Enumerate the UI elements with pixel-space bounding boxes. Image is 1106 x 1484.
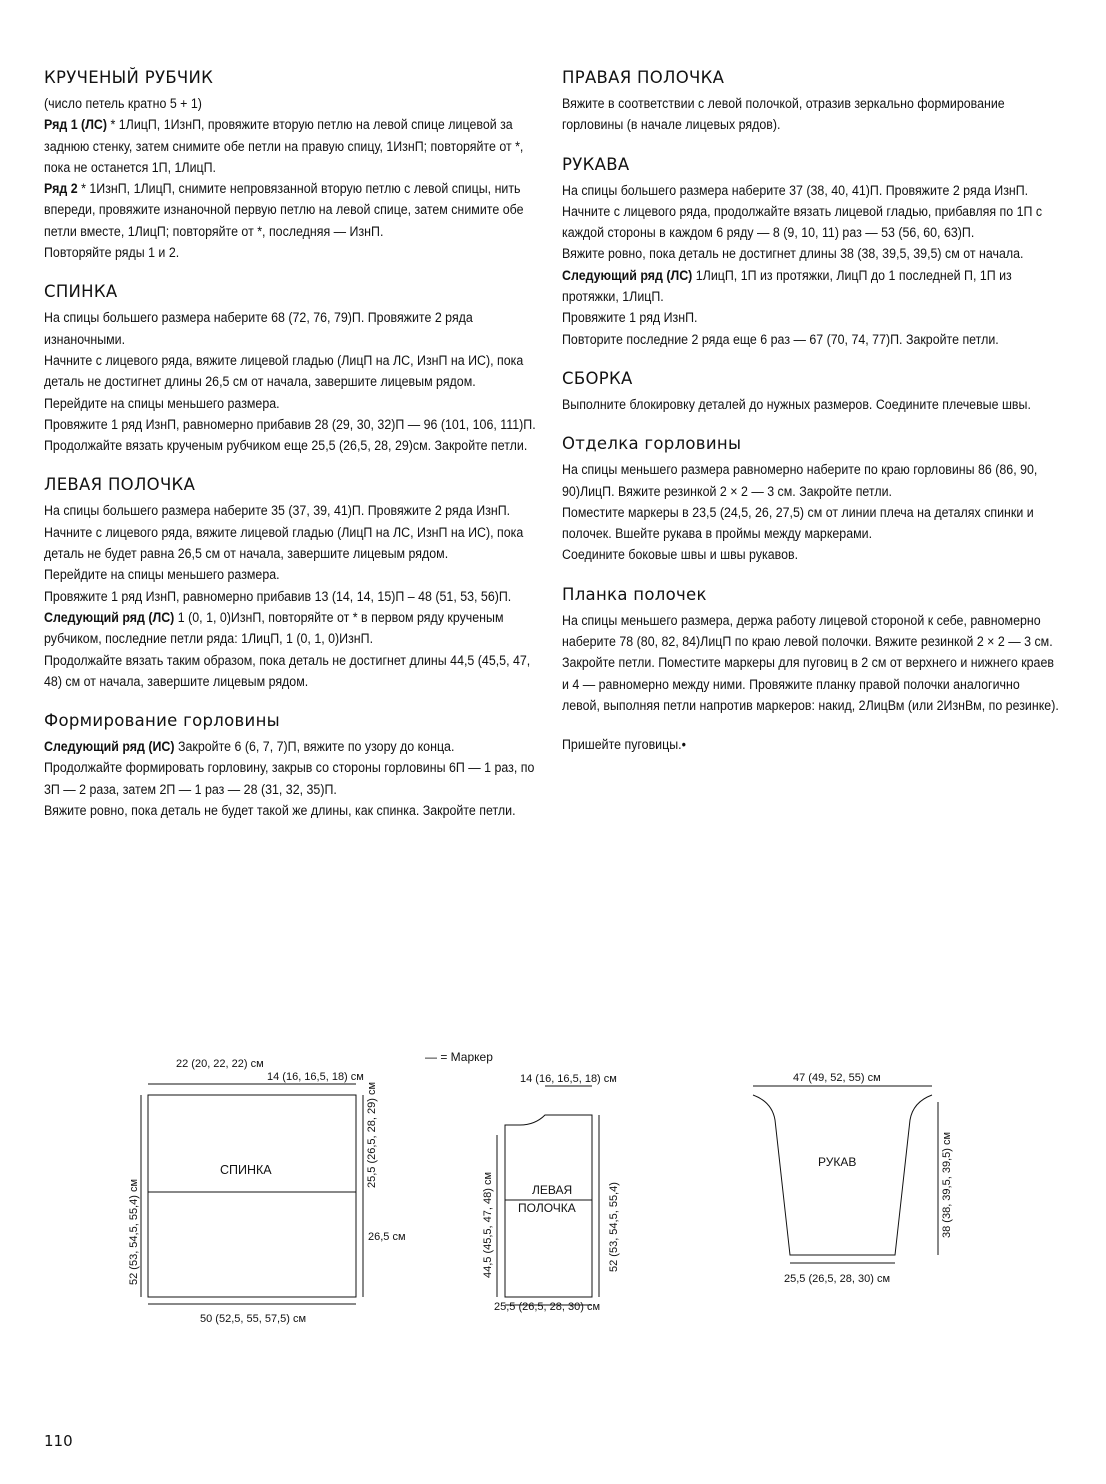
paragraph-text: * 1ЛицП, 1ИзнП, провяжите вторую петлю на левой спице лицевой за заднюю стенку, затем снимите обе петли на правую спицу, 1ИзнП; повторяйте от *, пока не останется 1П, 1ЛицП.	[44, 117, 524, 175]
section-rib	[44, 68, 540, 263]
paragraph: Продолжайте вязать крученым рубчиком еще 25,5 (26,5, 28, 29)см. Закройте петли.	[44, 438, 528, 454]
paragraph: Провяжите 1 ряд ИзнП.	[562, 310, 698, 326]
dim-label: 25,5 (26,5, 28, 29) см	[366, 1081, 378, 1188]
dim-label: 25,5 (26,5, 28, 30) см	[784, 1273, 891, 1285]
section-button-band	[562, 585, 1062, 756]
paragraph: Поместите маркеры в 23,5 (24,5, 26, 27,5) см от линии плеча на деталях спинки и полочек. Вшейте рукава в проймы между маркерами.	[562, 504, 1034, 542]
legend: — = Маркер	[425, 1050, 493, 1064]
section-neck-finish	[562, 434, 1062, 565]
sleeve-label: РУКАВ	[818, 1155, 857, 1169]
dim-label: 14 (16, 16,5, 18) см	[520, 1073, 617, 1085]
paragraph: На спицы меньшего размера равномерно наберите по краю горловины 86 (86, 90, 90)ЛицП. Вяжите резинкой 2 × 2 — 3 см. Закройте петли.	[562, 462, 1038, 499]
right-column	[562, 68, 1062, 775]
section-title: СПИНКА	[44, 282, 118, 302]
paragraph: Продолжайте вязать таким образом, пока деталь не достигнет длины 44,5 (45,5, 47, 48) см от начала, завершите лицевым рядом.	[44, 652, 531, 689]
paragraph: Вяжите в соответствии с левой полочкой, отразив зеркально формирование горловины (в начале лицевых рядов).	[562, 96, 1005, 133]
paragraph: На спицы меньшего размера, держа работу лицевой стороной к себе, равномерно наберите 78 (80, 82, 84)ЛицП по краю левой полочки. Вяжите резинкой 2 × 2 — 3 см. Закройте петли. Поместите маркеры для пуговиц в 2 см от верхнего и нижнего краев и 4 — равномерно между ними. Провяжите планку правой полочки аналогично левой, выполняя петли напротив маркеров: накид, 2ЛицВм (или 2ИзнВм, по резинке).	[562, 612, 1059, 713]
dim-label: 52 (53, 54,5, 55,4)	[608, 1182, 620, 1272]
paragraph: Продолжайте формировать горловину, закрыв со стороны горловины 6П — 1 раз, по 3П — 2 раза, затем 2П — 1 раз — 28 (31, 32, 35)П.	[44, 760, 535, 797]
paragraph: Провяжите 1 ряд ИзнП, равномерно прибавив 13 (14, 14, 15)П – 48 (51, 53, 56)П.	[44, 588, 512, 604]
section-assembly	[562, 369, 1062, 415]
dim-label: 44,5 (45,5, 47, 48) см	[482, 1171, 494, 1278]
bold-lead: Ряд 1 (ЛС)	[44, 117, 108, 133]
section-back	[44, 282, 540, 456]
section-neck-shaping	[44, 711, 540, 821]
section-left-front	[44, 475, 540, 692]
dim-label: 38 (38, 39,5, 39,5) см	[941, 1131, 953, 1238]
back-shape	[148, 1095, 356, 1297]
back-label: СПИНКА	[220, 1163, 272, 1177]
paragraph-text: * 1ИзнП, 1ЛицП, снимите непровязанной вторую петлю с левой спицы, нить впереди, провяжите изнаночной первую петлю на левой спице, затем снимите обе петли вместе, 1ЛицП; повторяйте от *, последняя — ИзнП.	[44, 181, 524, 239]
paragraph-text: 1 (0, 1, 0)ИзнП, повторяйте от * в первом ряду крученым рубчиком, последние петли ряда: 1ЛицП, 1 (0, 1, 0)ИзнП.	[44, 609, 504, 647]
sleeve-shape	[753, 1095, 932, 1255]
paragraph: Повторите последние 2 ряда еще 6 раз — 67 (70, 74, 77)П. Закройте петли.	[562, 331, 999, 347]
section-title: СБОРКА	[562, 368, 633, 388]
bold-lead: Следующий ряд (ЛС)	[562, 267, 693, 283]
dim-label: 22 (20, 22, 22) см	[176, 1058, 264, 1070]
section-sleeves	[562, 155, 1062, 350]
dim-label: 26,5 см	[368, 1231, 406, 1243]
bold-lead: Следующий ряд (ЛС)	[44, 609, 175, 625]
left-column	[44, 68, 540, 840]
dim-label: 14 (16, 16,5, 18) см	[267, 1071, 364, 1083]
section-title: РУКАВА	[562, 154, 630, 174]
paragraph	[44, 114, 537, 178]
bold-lead: Следующий ряд (ИС)	[44, 739, 175, 755]
paragraph	[562, 265, 1059, 308]
subsection-title: Формирование горловины	[44, 711, 280, 731]
paragraph: Перейдите на спицы меньшего размера.	[44, 395, 280, 411]
paragraph: Соедините боковые швы и швы рукавов.	[562, 547, 799, 563]
front-label: ЛЕВАЯ	[532, 1183, 573, 1197]
section-title: ЛЕВАЯ ПОЛОЧКА	[44, 475, 196, 495]
schematics	[0, 1040, 1106, 1330]
paragraph: На спицы большего размера наберите 68 (72, 76, 79)П. Провяжите 2 ряда изнаночными.	[44, 310, 473, 347]
bold-lead: На спицы большего размера наберите 37 (38, 40, 41)П. Провяжите 2 ряда ИзнП.	[562, 182, 1029, 198]
paragraph: Начните с лицевого ряда, вяжите лицевой гладью (ЛицП на ЛС, ИзнП на ИС), пока деталь не будет равна 26,5 см от начала, завершите лицевым рядом.	[44, 524, 524, 562]
dim-label: 50 (52,5, 55, 57,5) см	[200, 1313, 307, 1325]
paragraph	[562, 180, 1059, 201]
dim-label: 25,5 (26,5, 28, 30) см	[494, 1301, 601, 1313]
dim-label: 47 (49, 52, 55) см	[793, 1072, 881, 1084]
subsection-title: Планка полочек	[562, 584, 707, 604]
section-title: ПРАВАЯ ПОЛОЧКА	[562, 68, 725, 87]
paragraph	[44, 736, 537, 757]
paragraph-text: 1ЛицП, 1П из протяжки, ЛицП до 1 последней П, 1П из протяжки, 1ЛицП.	[562, 267, 1012, 305]
paragraph: Начните с лицевого ряда, вяжите лицевой гладью (ЛицП на ЛС, ИзнП на ИС), пока деталь не достигнет длины 26,5 см от начала, завершите лицевым рядом.	[44, 352, 524, 390]
front-label: ПОЛОЧКА	[518, 1201, 576, 1215]
section-title: КРУЧЕНЫЙ РУБЧИК	[44, 68, 214, 87]
paragraph	[44, 178, 537, 242]
paragraph: Выполните блокировку деталей до нужных размеров. Соедините плечевые швы.	[562, 396, 1031, 412]
paragraph: На спицы большего размера наберите 35 (37, 39, 41)П. Провяжите 2 ряда ИзнП.	[44, 503, 511, 519]
paragraph: Пришейте пуговицы.•	[562, 737, 686, 753]
bold-lead: Ряд 2	[44, 181, 78, 197]
paragraph	[44, 607, 537, 650]
paragraph: Вяжите ровно, пока деталь не будет такой же длины, как спинка. Закройте петли.	[44, 803, 516, 819]
paragraph-text: Закройте 6 (6, 7, 7)П, вяжите по узору до конца.	[174, 739, 455, 755]
subsection-title: Отделка горловины	[562, 434, 742, 454]
page-number: 110	[44, 1432, 73, 1450]
paragraph: Перейдите на спицы меньшего размера.	[44, 567, 280, 583]
section-right-front	[562, 68, 1062, 136]
paragraph: (число петель кратно 5 + 1)	[44, 96, 202, 111]
paragraph: Повторяйте ряды 1 и 2.	[44, 245, 180, 261]
paragraph: Начните с лицевого ряда, продолжайте вязать лицевой гладью, прибавляя по 1П с каждой стороны в каждом 6 ряду — 8 (9, 10, 11) раз — 53 (56, 60, 63)П.	[562, 203, 1043, 241]
paragraph: Вяжите ровно, пока деталь не достигнет длины 38 (38, 39,5, 39,5) см от начала.	[562, 246, 1024, 262]
paragraph: Провяжите 1 ряд ИзнП, равномерно прибавив 28 (29, 30, 32)П — 96 (101, 106, 111)П.	[44, 416, 536, 432]
dim-label: 52 (53, 54,5, 55,4) см	[128, 1178, 140, 1285]
